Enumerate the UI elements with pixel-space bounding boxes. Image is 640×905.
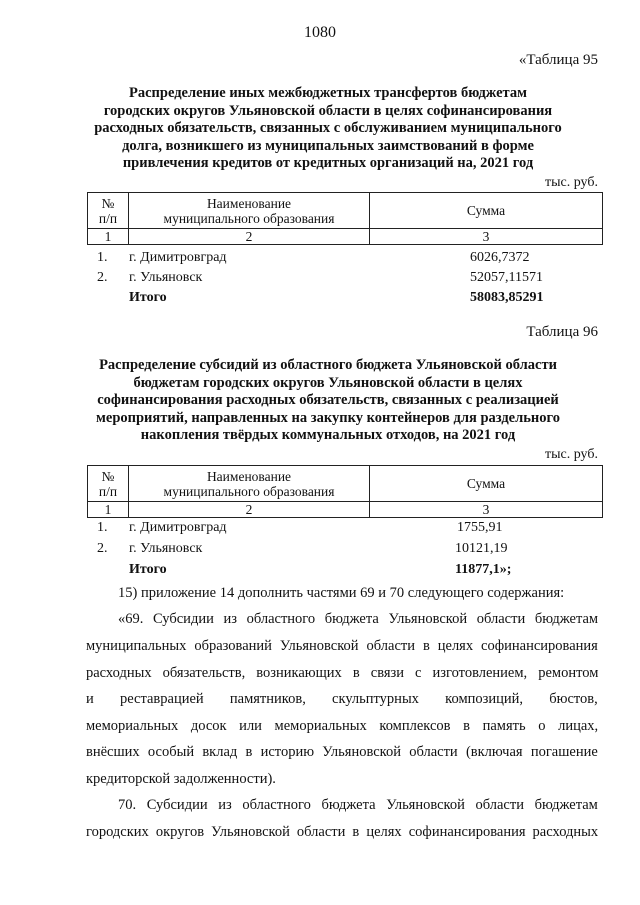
- p69-line: кредиторской задолженности).: [86, 771, 276, 787]
- p69-line: муниципальных образований Ульяновской области в целях софинансирования: [86, 638, 598, 654]
- table96-label: Таблица 96: [526, 324, 598, 340]
- index-cell: 2: [129, 502, 370, 518]
- table95-unit: тыс. руб.: [545, 175, 598, 190]
- table95-header: [87, 192, 603, 245]
- title-line: городских округов Ульяновской области в целях софинансирования: [103, 102, 553, 119]
- table-row: [87, 250, 603, 270]
- header-num-line1: №: [101, 195, 115, 211]
- header-name-line2: муниципального образования: [163, 483, 335, 499]
- total-sum: 11877,1»;: [455, 562, 512, 577]
- row-num: 1.: [97, 520, 108, 535]
- row-sum: 10121,19: [455, 541, 508, 556]
- row-name: г. Ульяновск: [129, 270, 203, 285]
- total-row: [87, 290, 603, 310]
- row-num: 2.: [97, 270, 108, 285]
- table95-label: «Таблица 95: [518, 52, 598, 68]
- header-name-line2: муниципального образования: [163, 210, 335, 226]
- header-name: [129, 466, 370, 502]
- row-sum: 1755,91: [457, 520, 503, 535]
- index-cell: 1: [88, 229, 129, 245]
- index-cell: 1: [88, 502, 129, 518]
- title-line: бюджетам городских округов Ульяновской области в целях: [133, 374, 523, 391]
- row-sum: 52057,11571: [470, 270, 543, 285]
- table96-unit: тыс. руб.: [545, 447, 598, 462]
- header-name: [129, 193, 370, 229]
- p69-line: мемориальных досок или мемориальных комплексов в память о лицах,: [86, 718, 599, 734]
- p70-line: 70. Субсидии из областного бюджета Ульяновской области бюджетам: [118, 797, 598, 813]
- total-sum: 58083,85291: [470, 290, 544, 305]
- title-line: привлечения кредитов от кредитных организаций на, 2021 год: [122, 155, 534, 171]
- table-row: [87, 270, 603, 290]
- total-label: Итого: [129, 562, 167, 577]
- index-cell: 3: [370, 229, 603, 245]
- row-num: 1.: [97, 250, 108, 265]
- table95-title: [78, 85, 578, 173]
- page-number: 1080: [304, 24, 336, 41]
- p70-line: городских округов Ульяновской области в целях софинансирования расходных: [86, 824, 599, 840]
- title-line: расходных обязательств, связанных с обслуживанием муниципального: [94, 120, 562, 136]
- p69-line: «69. Субсидии из областного бюджета Ульяновской области бюджетам: [118, 611, 599, 627]
- row-sum: 6026,7372: [470, 250, 530, 265]
- table-row: [87, 520, 603, 540]
- table96-title: [70, 357, 586, 445]
- row-name: г. Димитровград: [129, 520, 227, 535]
- p69-line: расходных обязательств, возникающих в связи с изготовлением, ремонтом: [86, 665, 599, 681]
- title-line: накопления твёрдых коммунальных отходов, на 2021 год: [140, 427, 516, 443]
- header-name-line1: Наименование: [206, 195, 292, 211]
- header-num: [88, 193, 129, 229]
- total-label: Итого: [129, 290, 167, 305]
- title-line: долга, возникшего из муниципальных заимствований в форме: [122, 137, 534, 154]
- item-15: 15) приложение 14 дополнить частями 69 и 70 следующего содержания:: [118, 585, 565, 601]
- title-line: Распределение иных межбюджетных трансфертов бюджетам: [129, 85, 527, 101]
- title-line: мероприятий, направленных на закупку контейнеров для раздельного: [96, 409, 560, 426]
- row-name: г. Димитровград: [129, 250, 227, 265]
- header-num-line2: п/п: [98, 483, 118, 499]
- total-row: [87, 562, 603, 582]
- header-sum: Сумма: [370, 466, 603, 502]
- header-num-line2: п/п: [98, 210, 118, 226]
- p69-line: внёсших особый вклад в историю Ульяновской области (включая погашение: [86, 744, 598, 760]
- title-line: Распределение субсидий из областного бюджета Ульяновской области: [99, 357, 557, 373]
- table96-header: [87, 465, 603, 518]
- index-cell: 3: [370, 502, 603, 518]
- header-num-line1: №: [101, 468, 115, 484]
- header-num: [88, 466, 129, 502]
- row-name: г. Ульяновск: [129, 541, 203, 556]
- header-name-line1: Наименование: [206, 468, 292, 484]
- p69-line: и реставрацией памятников, скульптурных композиций, бюстов,: [86, 691, 598, 707]
- index-cell: 2: [129, 229, 370, 245]
- row-num: 2.: [97, 541, 108, 556]
- table-row: [87, 541, 603, 561]
- header-sum: Сумма: [370, 193, 603, 229]
- title-line: софинансирования расходных обязательств, связанных с реализацией: [97, 392, 559, 408]
